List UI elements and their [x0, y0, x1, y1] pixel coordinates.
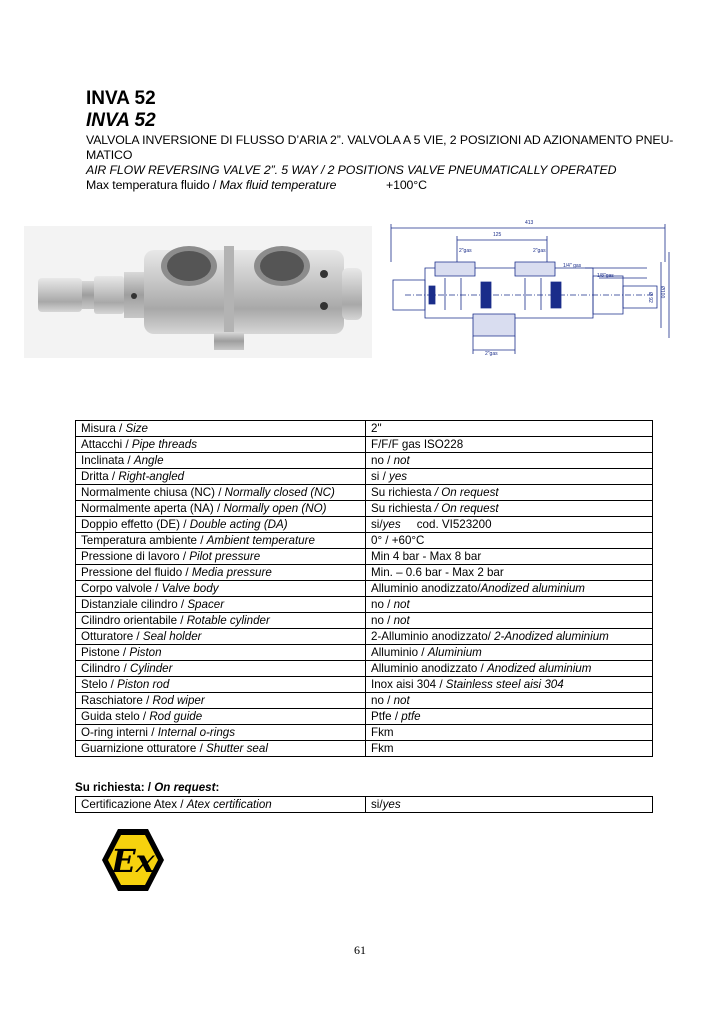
value-en: not: [393, 693, 410, 707]
value-it: si/: [371, 797, 383, 811]
value-en: ptfe: [401, 709, 421, 723]
label-en: Seal holder: [142, 629, 202, 643]
label-it: Certificazione Atex /: [81, 797, 187, 811]
row-value: [366, 469, 653, 485]
value-it: no /: [371, 597, 394, 611]
row-value: [366, 597, 653, 613]
row-value: [366, 629, 653, 645]
value-it: Inox aisi 304 /: [371, 677, 446, 691]
product-photo: [24, 226, 372, 358]
label-it: Doppio effetto (DE) /: [81, 517, 190, 531]
row-value: [366, 797, 653, 813]
label-it: Cilindro /: [81, 661, 130, 675]
table-row: [76, 677, 653, 693]
value-it: no /: [371, 613, 394, 627]
row-label: [76, 421, 366, 437]
row-label: [76, 661, 366, 677]
dim-total: 413: [525, 220, 534, 226]
value-it: si/: [371, 517, 383, 531]
value-it: Min 4 bar - Max 8 bar: [371, 549, 482, 563]
row-value: [366, 453, 653, 469]
row-value: [366, 613, 653, 629]
on-request-heading: [75, 781, 219, 794]
row-label: [76, 437, 366, 453]
table-row: [76, 597, 653, 613]
row-label: [76, 485, 366, 501]
table-row: [76, 645, 653, 661]
description-english: AIR FLOW REVERSING VALVE 2”. 5 WAY / 2 POSITIONS VALVE PNEUMATICALLY OPERATED: [86, 163, 617, 177]
label-en: Rod wiper: [152, 693, 205, 707]
row-label: [76, 517, 366, 533]
table-row: [76, 797, 653, 813]
table-row: [76, 581, 653, 597]
label-it: Corpo valvole /: [81, 581, 162, 595]
dim-center: 125: [493, 232, 502, 238]
table-row: [76, 709, 653, 725]
row-label: [76, 597, 366, 613]
max-temperature-value: +100°C: [386, 178, 427, 192]
row-value: [366, 645, 653, 661]
label-en: Shutter seal: [206, 741, 268, 755]
row-label: [76, 709, 366, 725]
spec-table: [75, 420, 653, 757]
page-number: 61: [354, 943, 366, 957]
on-request-table: [75, 796, 653, 813]
table-row: [76, 501, 653, 517]
label-en: Pilot pressure: [189, 549, 261, 563]
table-row: [76, 613, 653, 629]
table-row: [76, 661, 653, 677]
value-en: yes: [382, 517, 401, 531]
label-it: Guida stelo /: [81, 709, 150, 723]
label-it: Pressione di lavoro /: [81, 549, 190, 563]
row-label: [76, 533, 366, 549]
row-label: [76, 629, 366, 645]
thread-side1: 1/4" gas: [563, 263, 582, 269]
table-row: [76, 469, 653, 485]
row-value: [366, 661, 653, 677]
label-en: Pipe threads: [131, 437, 198, 451]
value-it: 2-Alluminio anodizzato/: [371, 629, 495, 643]
technical-drawing: [385, 222, 673, 358]
atex-logo-text: Ex: [111, 842, 155, 880]
table-row: [76, 437, 653, 453]
row-label: [76, 549, 366, 565]
value-it: Alluminio anodizzato /: [371, 661, 487, 675]
dim-height2: Ø 92: [647, 292, 653, 303]
row-value: [366, 517, 653, 533]
label-it: Pressione del fluido /: [81, 565, 192, 579]
thread-left: 2"gas: [459, 248, 472, 254]
label-en: Internal o-rings: [157, 725, 236, 739]
value-en: Anodized aluminium: [487, 661, 592, 675]
label-it: Attacchi /: [81, 437, 132, 451]
value-it: Min. – 0.6 bar - Max 2 bar: [371, 565, 504, 579]
value-it: Alluminio anodizzato/: [371, 581, 481, 595]
atex-logo: [98, 825, 168, 895]
value-it: no /: [371, 693, 394, 707]
row-value: [366, 549, 653, 565]
row-value: [366, 421, 653, 437]
table-row: [76, 725, 653, 741]
table-row: [76, 421, 653, 437]
value-it: Su richiesta: [371, 485, 435, 499]
row-value: [366, 693, 653, 709]
value-it: Ptfe /: [371, 709, 402, 723]
label-it: Stelo /: [81, 677, 118, 691]
row-label: [76, 645, 366, 661]
label-en: Spacer: [187, 597, 225, 611]
row-label: [76, 581, 366, 597]
label-en: Size: [125, 421, 149, 435]
label-en: Rotable cylinder: [186, 613, 270, 627]
value-it: Fkm: [371, 741, 394, 755]
row-label: [76, 469, 366, 485]
value-en: yes: [389, 469, 408, 483]
max-temperature-line: [86, 178, 336, 193]
row-value: [366, 565, 653, 581]
on-request-heading-colon: :: [215, 781, 220, 794]
label-en: Media pressure: [191, 565, 272, 579]
value-it: F/F/F gas ISO228: [371, 437, 464, 451]
value-en: 2-Anodized aluminium: [494, 629, 609, 643]
value-it: no /: [371, 453, 394, 467]
row-value: [366, 741, 653, 757]
table-row: [76, 517, 653, 533]
row-value: [366, 501, 653, 517]
thread-right: 2"gas: [533, 248, 546, 254]
row-value: [366, 533, 653, 549]
description-italian-line2: MATICO: [86, 148, 133, 162]
table-row: [76, 485, 653, 501]
row-value: [366, 709, 653, 725]
row-value: [366, 485, 653, 501]
row-value: [366, 725, 653, 741]
value-en: Anodized aluminium: [480, 581, 585, 595]
value-en: / On request: [434, 501, 499, 515]
label-it: Normalmente aperta (NA) /: [81, 501, 224, 515]
label-it: Pistone /: [81, 645, 130, 659]
row-label: [76, 613, 366, 629]
value-en: not: [393, 613, 410, 627]
table-row: [76, 629, 653, 645]
atex-hexagon-icon: [98, 825, 168, 895]
label-it: Misura /: [81, 421, 126, 435]
value-en: Stainless steel aisi 304: [445, 677, 564, 691]
value-extra: cod. VI523200: [400, 517, 492, 531]
thread-side2: 1/8"gas: [597, 273, 614, 279]
label-en: Normally open (NO): [223, 501, 327, 515]
value-it: si /: [371, 469, 390, 483]
value-it: Alluminio /: [371, 645, 428, 659]
table-row: [76, 549, 653, 565]
value-en: not: [393, 597, 410, 611]
on-request-heading-it: Su richiesta: /: [75, 781, 155, 794]
max-temperature-label-it: Max temperatura fluido /: [86, 178, 220, 192]
value-en: Aluminium: [427, 645, 482, 659]
value-en: / On request: [434, 485, 499, 499]
row-label: [76, 677, 366, 693]
row-label: [76, 725, 366, 741]
value-it: Su richiesta: [371, 501, 435, 515]
label-en: Right-angled: [118, 469, 185, 483]
on-request-heading-en: On request: [154, 781, 216, 794]
table-row: [76, 453, 653, 469]
row-label: [76, 501, 366, 517]
table-row: [76, 565, 653, 581]
table-row: [76, 533, 653, 549]
valve-photo-illustration: [24, 226, 372, 358]
description-italian-line1: VALVOLA INVERSIONE DI FLUSSO D’ARIA 2”. VALVOLA A 5 VIE, 2 POSIZIONI AD AZIONAMENTO PNEU-: [86, 133, 674, 147]
row-value: [366, 581, 653, 597]
table-row: [76, 741, 653, 757]
row-label: [76, 741, 366, 757]
label-en: Ambient temperature: [206, 533, 315, 547]
label-it: Dritta /: [81, 469, 119, 483]
label-en: Valve body: [161, 581, 219, 595]
label-en: Angle: [133, 453, 164, 467]
row-value: [366, 677, 653, 693]
row-value: [366, 437, 653, 453]
label-en: Atex certification: [186, 797, 272, 811]
page-title-italic: INVA 52: [86, 110, 156, 131]
row-label: [76, 453, 366, 469]
label-en: Piston rod: [117, 677, 170, 691]
label-it: Cilindro orientabile /: [81, 613, 187, 627]
label-it: Raschiatore /: [81, 693, 153, 707]
value-it: 0° / +60°C: [371, 533, 425, 547]
label-it: Temperatura ambiente /: [81, 533, 207, 547]
value-it: 2": [371, 421, 382, 435]
dim-height1: Ø100: [659, 286, 665, 299]
label-en: Rod guide: [149, 709, 203, 723]
label-en: Cylinder: [129, 661, 173, 675]
label-it: Normalmente chiusa (NC) /: [81, 485, 225, 499]
value-en: not: [393, 453, 410, 467]
row-label: [76, 797, 366, 813]
row-label: [76, 693, 366, 709]
row-label: [76, 565, 366, 581]
thread-bottom: 2"gas: [485, 351, 498, 357]
label-it: Inclinata /: [81, 453, 134, 467]
value-en: yes: [382, 797, 401, 811]
label-en: Piston: [129, 645, 162, 659]
label-it: O-ring interni /: [81, 725, 158, 739]
label-en: Double acting (DA): [189, 517, 288, 531]
label-it: Guarnizione otturatore /: [81, 741, 207, 755]
label-it: Distanziale cilindro /: [81, 597, 188, 611]
page-title: INVA 52: [86, 88, 156, 109]
valve-section-drawing: [385, 222, 673, 358]
max-temperature-label-en: Max fluid temperature: [219, 178, 337, 192]
value-it: Fkm: [371, 725, 394, 739]
label-it: Otturatore /: [81, 629, 143, 643]
table-row: [76, 693, 653, 709]
label-en: Normally closed (NC): [224, 485, 335, 499]
